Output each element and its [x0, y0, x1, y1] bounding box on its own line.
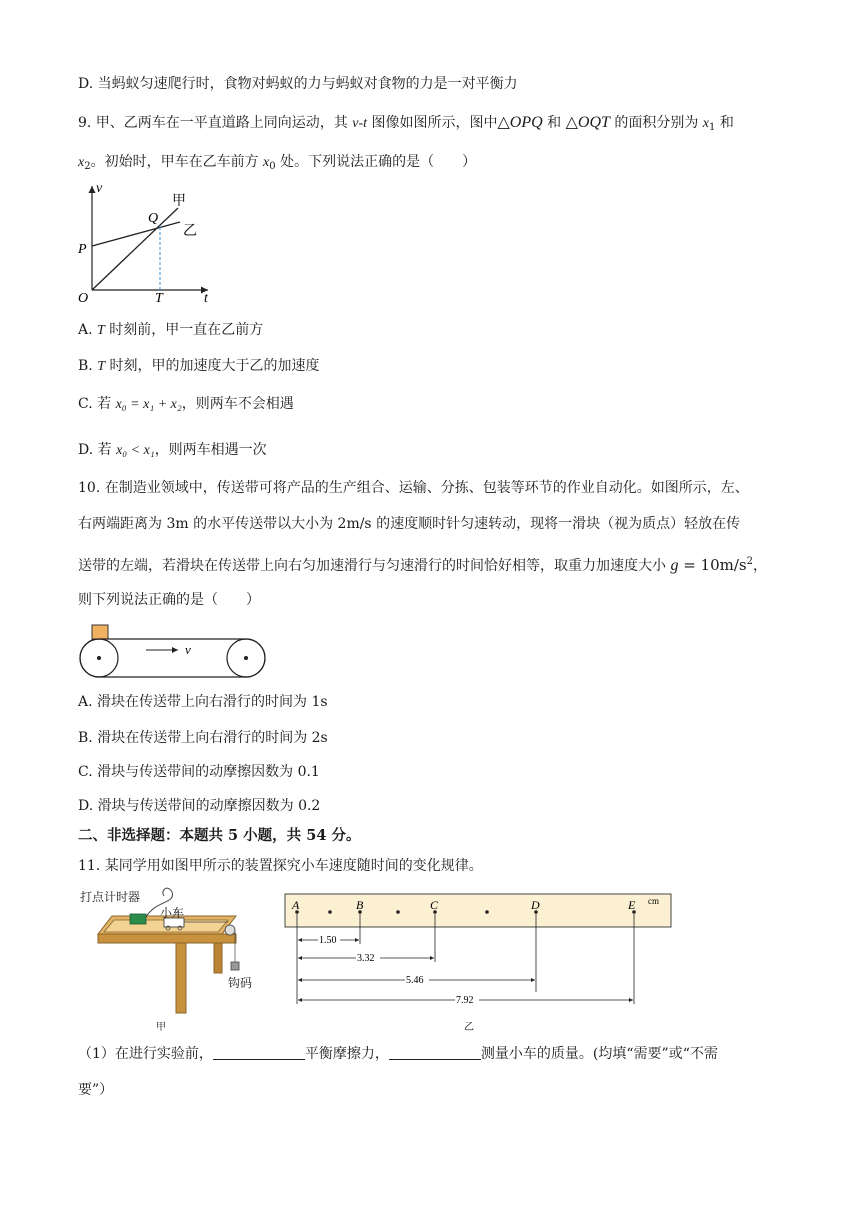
- caption-jia: 甲: [156, 1022, 166, 1033]
- dist-AD: 5.46: [406, 975, 424, 986]
- dist-AE: 7.92: [456, 995, 474, 1006]
- point-C: C: [430, 898, 439, 912]
- q9-option-b: B. T 时刻，甲的加速度大于乙的加速度: [78, 358, 320, 374]
- point-D: D: [531, 898, 540, 912]
- label-P: P: [78, 242, 87, 257]
- velocity-label: v: [185, 642, 191, 657]
- q10-option-c: C. 滑块与传送带间的动摩擦因数为 0.1: [78, 764, 320, 780]
- blank-2[interactable]: [389, 1045, 481, 1060]
- unit-cm: cm: [648, 896, 659, 906]
- q9-stem-line1: 9. 甲、乙两车在一平直道路上同向运动，其 v-t 图像如图所示，图中△OPQ 和 △OQT 的面积分别为 $x_1$ 和: [78, 114, 734, 133]
- q10-stem-line2: 右两端距离为 3m 的水平传送带以大小为 2m/s 的速度顺时针匀速转动，现将一滑块（视为质点）轻放在传: [78, 516, 741, 532]
- q10-stem-line3: 送带的左端，若滑块在传送带上向右匀加速滑行与匀速滑行的时间恰好相等，取重力加速度大小 $g = 10m/s^2$，: [78, 556, 767, 574]
- dist-AC: 3.32: [357, 953, 375, 964]
- q9-option-a: A. T 时刻前，甲一直在乙前方: [78, 322, 264, 338]
- label-jia: 甲: [172, 194, 186, 209]
- label-O: O: [78, 291, 89, 306]
- q11-stem: 11. 某同学用如图甲所示的装置探究小车速度随时间的变化规律。: [78, 858, 483, 874]
- q10-option-b: B. 滑块在传送带上向右滑行的时间为 2s: [78, 730, 328, 746]
- point-B: B: [356, 898, 364, 912]
- blank-1[interactable]: [213, 1045, 305, 1060]
- q10-option-d: D. 滑块与传送带间的动摩擦因数为 0.2: [78, 798, 321, 814]
- q10-stem-line1: 10. 在制造业领域中，传送带可将产品的生产组合、运输、分拣、包装等环节的作业自动化。如图所示，左、: [78, 480, 749, 496]
- label-yi: 乙: [183, 224, 197, 239]
- dist-AB: 1.50: [319, 935, 337, 946]
- section2-header: 二、非选择题：本题共 5 小题，共 54 分。: [78, 827, 361, 844]
- caption-yi: 乙: [464, 1022, 474, 1033]
- label-T: T: [155, 291, 163, 306]
- q11-part1-line2: 要”）: [78, 1082, 114, 1098]
- label-weight: 钩码: [228, 976, 253, 990]
- point-A: A: [292, 898, 300, 912]
- label-v: v: [96, 181, 103, 196]
- q8-option-d: D. 当蚂蚁匀速爬行时，食物对蚂蚁的力与蚂蚁对食物的力是一对平衡力: [78, 76, 518, 92]
- q9-stem-line2: $x_2$。初始时，甲车在乙车前方 $x_0$ 处。下列说法正确的是（ ）: [78, 154, 477, 172]
- q10-option-a: A. 滑块在传送带上向右滑行的时间为 1s: [78, 694, 328, 710]
- q9-option-c: C. 若 x₀ = x₁ + x₂，则两车不会相遇: [78, 396, 294, 412]
- q9-option-d: D. 若 x₀ < x₁，则两车相遇一次: [78, 442, 267, 458]
- q10-stem-line4: 则下列说法正确的是（ ）: [78, 592, 260, 608]
- q11-part1-line1: （1）在进行实验前， 平衡摩擦力， 测量小车的质量。(均填“需要”或“不需: [78, 1046, 718, 1062]
- label-cart: 小车: [160, 906, 185, 920]
- paper-tape: [285, 894, 671, 927]
- label-t: t: [204, 291, 208, 306]
- point-E: E: [628, 898, 636, 912]
- label-timer: 打点计时器: [80, 890, 141, 904]
- label-Q: Q: [148, 211, 159, 226]
